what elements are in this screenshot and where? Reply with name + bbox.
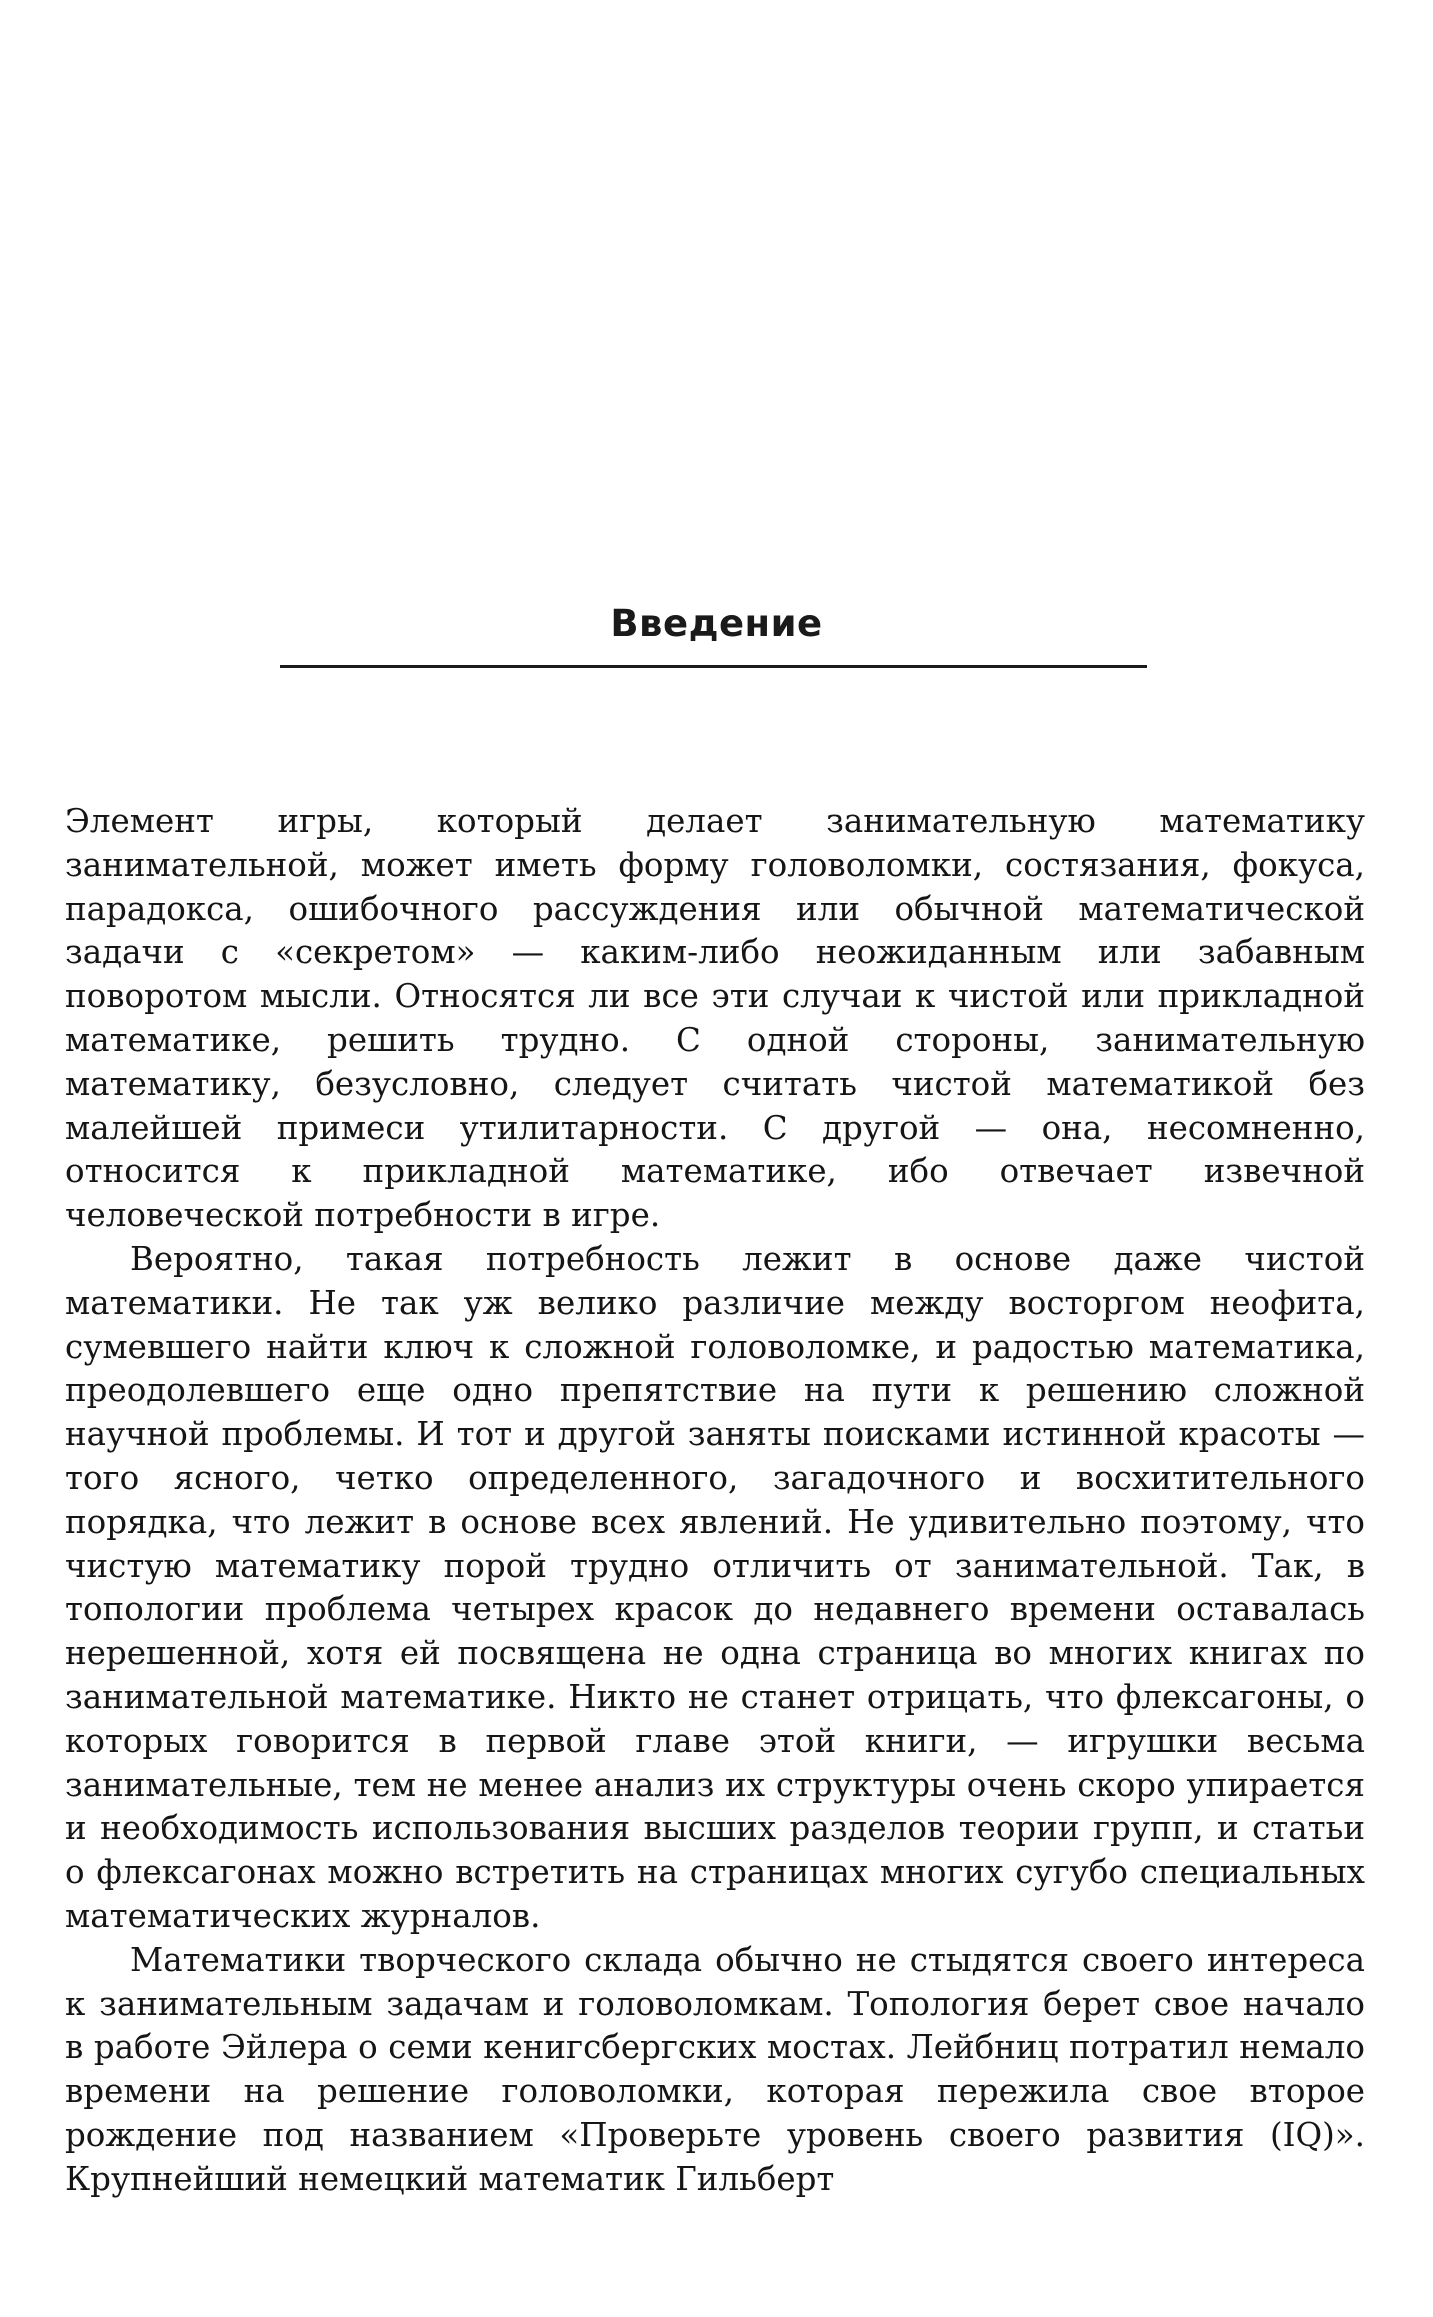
paragraph-1: Элемент игры, который делает занимательную математику занимательной, может иметь форму головоломки, состязания, фокуса, парадокса, ошибочного рассуждения или обычной математической задачи с «секретом» — каким-либо неожиданным или забавным поворотом мысли. Относятся ли все эти случаи к чистой или прикладной математике, решить трудно. С одной стороны, занимательную математику, безусловно, следует считать чистой математикой без малейшей примеси утилитарности. С другой — она, несомненно, относится к прикладной математике, ибо отвечает извечной человеческой потребности в игре. <box>65 802 1365 1235</box>
chapter-heading: Введение <box>610 602 823 645</box>
heading-underline <box>280 665 1147 668</box>
body-text <box>65 800 1365 2202</box>
paragraph-2: Вероятно, такая потребность лежит в основе даже чистой математики. Не так уж велико различие между восторгом неофита, сумевшего найти ключ к сложной головоломке, и радостью математика, преодолевшего еще одно препятствие на пути к решению сложной научной проблемы. И тот и другой заняты поисками истинной красоты — того ясного, четко определенного, загадочного и восхитительного порядка, что лежит в основе всех явлений. Не удивительно поэтому, что чистую математику порой трудно отличить от занимательной. Так, в топологии проблема четырех красок до недавнего времени оставалась нерешенной, хотя ей посвящена не одна страница во многих книгах по занимательной математике. Никто не станет отрицать, что флексагоны, о которых говорится в первой главе этой книги, — игрушки весьма занимательные, тем не менее анализ их структуры очень скоро упирается и необходимость использования высших разделов теории групп, и статьи о флексагонах можно встретить на страницах многих сугубо специальных математических журналов. <box>65 1239 1365 1935</box>
paragraph-3: Математики творческого склада обычно не стыдятся своего интереса к занимательным задачам и головоломкам. Топология берет свое начало в работе Эйлера о семи кенигсбергских мостах. Лейбниц потратил немало времени на решение головоломки, которая пережила свое второе рождение под названием «Проверьте уровень своего развития (IQ)». Крупнейший немецкий математик Гильберт <box>65 1940 1365 2198</box>
